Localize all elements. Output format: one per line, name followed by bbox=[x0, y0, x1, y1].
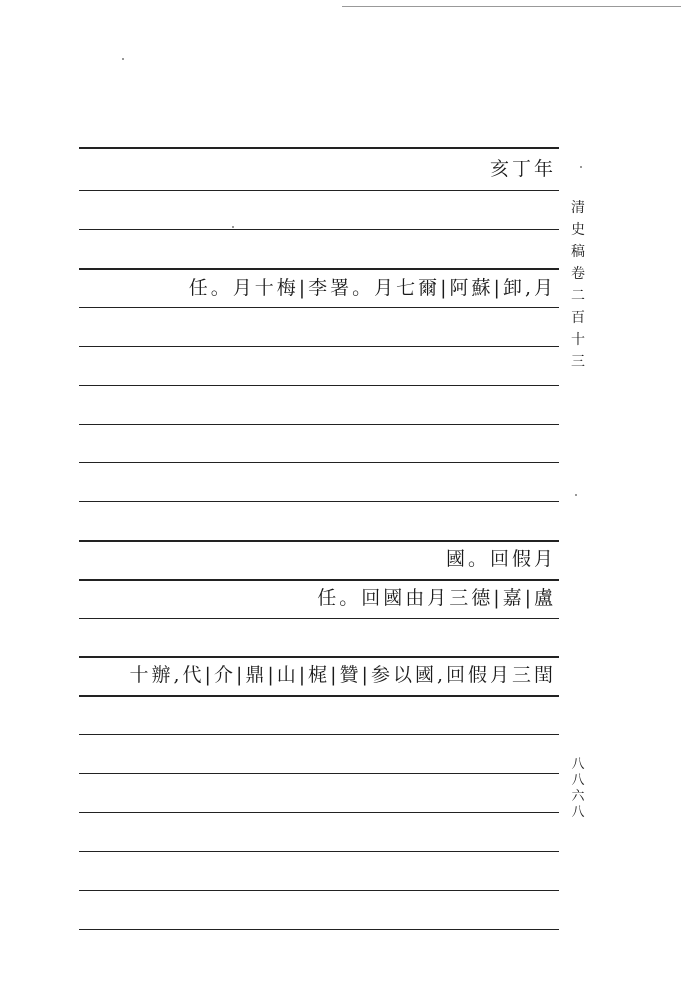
table-rule bbox=[79, 540, 559, 542]
table-row: 任。月十梅|李署。月七爾|阿蘇|卸,月 bbox=[188, 277, 556, 299]
page-number bbox=[566, 757, 590, 821]
table-row: 國。回假月 bbox=[445, 548, 556, 570]
page-number-char: 六 bbox=[571, 789, 585, 804]
table-rule bbox=[79, 385, 559, 386]
scan-speck bbox=[575, 494, 577, 496]
table-rule bbox=[79, 851, 559, 852]
scan-speck bbox=[232, 226, 234, 228]
table-row: 任。回國由月三德|嘉|盧 bbox=[317, 587, 556, 609]
table-rule bbox=[79, 695, 559, 697]
table-row: 十辦,代|介|鼎|山|梶|贊|参以國,回假月三閏 bbox=[129, 664, 556, 686]
table-rule bbox=[79, 190, 559, 191]
table-rule bbox=[79, 773, 559, 774]
table-rule bbox=[79, 929, 559, 930]
table-rule bbox=[79, 424, 559, 425]
table-rule bbox=[79, 734, 559, 735]
margin-char: 清 bbox=[571, 200, 585, 216]
margin-char: 三 bbox=[571, 354, 585, 370]
margin-char: 稿 bbox=[571, 244, 585, 260]
margin-title bbox=[566, 197, 590, 373]
table-rule bbox=[79, 268, 559, 270]
table-rule bbox=[79, 890, 559, 891]
table-rule bbox=[79, 462, 559, 463]
margin-char: 百 bbox=[571, 310, 585, 326]
table-rule bbox=[79, 501, 559, 502]
margin-char: 卷 bbox=[571, 266, 585, 282]
table-rule bbox=[79, 346, 559, 347]
table-rule bbox=[79, 812, 559, 813]
table-rule bbox=[79, 579, 559, 581]
page-number-char: 八 bbox=[571, 757, 585, 772]
year-heading: 亥丁年 bbox=[489, 158, 556, 180]
top-page-edge bbox=[342, 6, 681, 7]
scan-speck bbox=[580, 166, 582, 168]
page-number-char: 八 bbox=[571, 773, 585, 788]
scan-speck bbox=[122, 58, 124, 60]
margin-char: 十 bbox=[571, 332, 585, 348]
table-rule bbox=[79, 147, 559, 149]
table-rule bbox=[79, 229, 559, 230]
page-number-char: 八 bbox=[571, 805, 585, 820]
table-rule bbox=[79, 307, 559, 308]
table-rule bbox=[79, 656, 559, 658]
margin-char: 二 bbox=[571, 288, 585, 304]
table-rule bbox=[79, 618, 559, 619]
margin-char: 史 bbox=[571, 222, 585, 238]
